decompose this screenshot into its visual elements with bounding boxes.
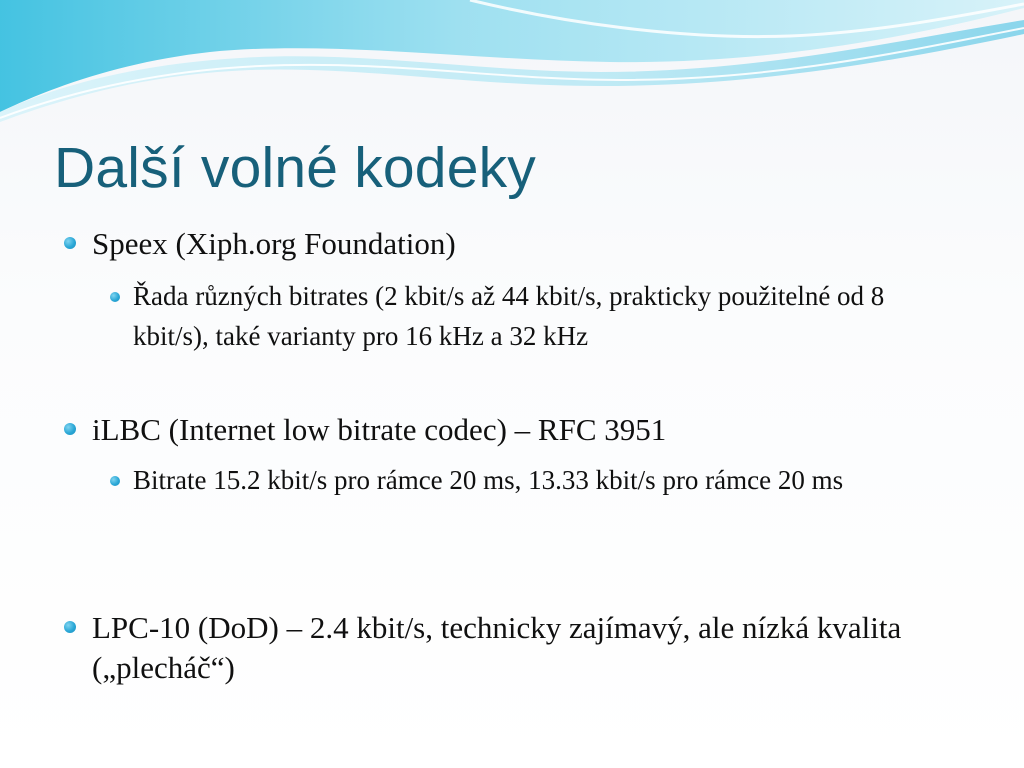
sub-bullet-item-speex-bitrates: Řada různých bitrates (2 kbit/s až 44 kbit/s, prakticky použitelné od 8 kbit/s), také varianty pro 16 kHz a 32 kHz [133, 281, 885, 351]
bullet-item-speex: Speex (Xiph.org Foundation) [92, 226, 456, 261]
sub-bullet-item-ilbc-bitrate: Bitrate 15.2 kbit/s pro rámce 20 ms, 13.33 kbit/s pro rámce 20 ms [133, 465, 844, 495]
bullet-icon [64, 423, 76, 435]
bullet-item-lpc10: LPC-10 (DoD) – 2.4 kbit/s, technicky zajímavý, ale nízká kvalita („plecháč“) [92, 610, 902, 685]
bullet-icon [64, 621, 76, 633]
sub-bullet-icon [110, 476, 120, 486]
bullet-item-ilbc: iLBC (Internet low bitrate codec) – RFC 3951 [92, 412, 667, 447]
bullet-icon [64, 237, 76, 249]
slide-title: Další volné kodeky [54, 136, 537, 200]
sub-bullet-icon [110, 292, 120, 302]
